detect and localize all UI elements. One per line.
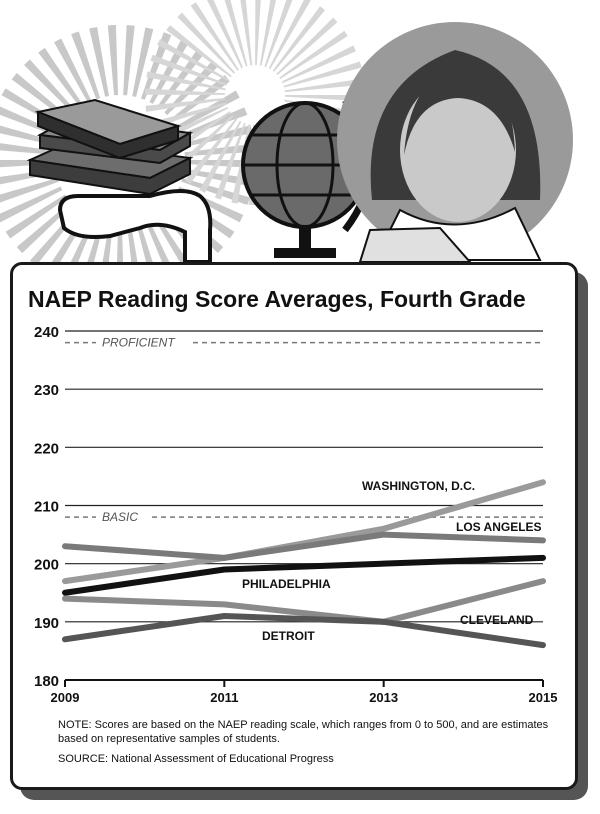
series-line bbox=[65, 535, 543, 558]
reference-line-label: PROFICIENT bbox=[102, 335, 175, 350]
series-label: DETROIT bbox=[262, 629, 315, 643]
series-label: CLEVELAND bbox=[460, 613, 534, 627]
chart-source: SOURCE: National Assessment of Educational Progress bbox=[58, 753, 334, 765]
chart-note: NOTE: Scores are based on the NAEP reading scale, which ranges from 0 to 500, and are estimates based on representative samples of students. bbox=[58, 719, 549, 745]
x-tick-label: 2013 bbox=[369, 690, 399, 705]
x-tick-label: 2009 bbox=[50, 690, 80, 705]
y-tick-label: 180 bbox=[34, 673, 60, 690]
y-tick-label: 230 bbox=[34, 382, 60, 400]
y-tick-label: 200 bbox=[34, 556, 60, 574]
y-tick-label: 210 bbox=[34, 498, 60, 516]
x-tick-label: 2011 bbox=[210, 690, 239, 705]
series-label: WASHINGTON, D.C. bbox=[362, 479, 476, 493]
y-tick-label: 190 bbox=[34, 614, 60, 632]
y-tick-label: 220 bbox=[34, 440, 60, 458]
series-label: PHILADELPHIA bbox=[242, 577, 331, 591]
x-tick-label: 2015 bbox=[528, 690, 558, 705]
reference-line-label: BASIC bbox=[102, 510, 139, 525]
series-label: LOS ANGELES bbox=[456, 520, 542, 534]
y-tick-label: 240 bbox=[34, 324, 60, 341]
chart-title: NAEP Reading Score Averages, Fourth Grade bbox=[28, 286, 526, 312]
